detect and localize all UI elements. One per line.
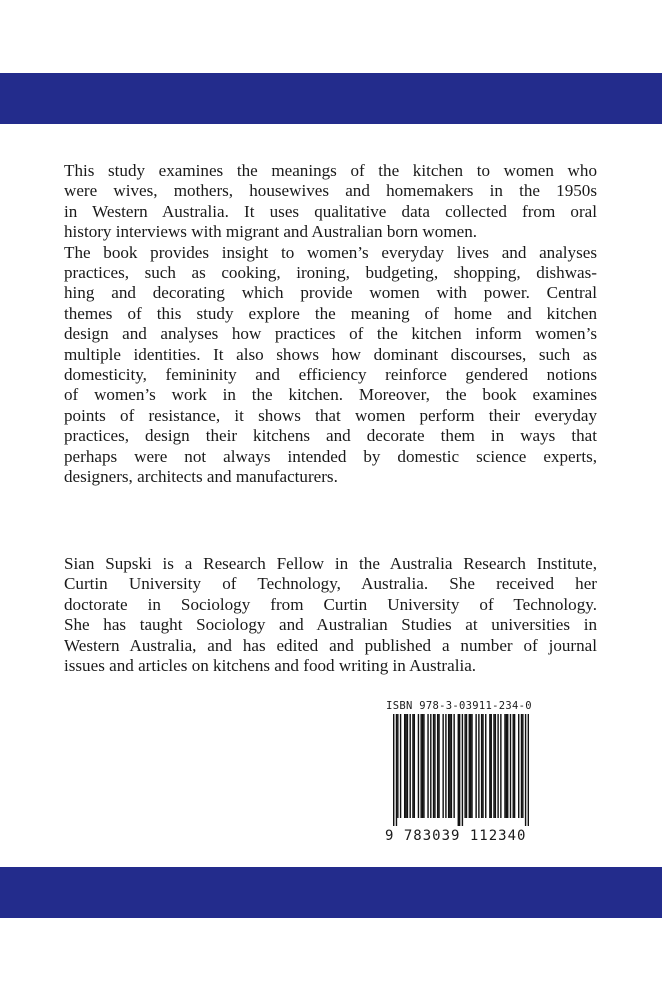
barcode-bar: [491, 714, 492, 818]
barcode-bar: [495, 714, 496, 818]
barcode-bar: [514, 714, 515, 818]
barcode-bar: [485, 714, 486, 818]
blurb-line: perhaps were not always intended by domestic science experts,: [64, 446, 597, 466]
barcode-bar: [466, 714, 467, 818]
barcode-bar: [422, 714, 423, 818]
barcode-bar: [462, 714, 463, 826]
barcode-bar: [471, 714, 472, 818]
blurb-line: of women’s work in the kitchen. Moreover, the book examines: [64, 385, 597, 405]
barcode-bar: [434, 714, 435, 818]
barcode-bar: [404, 714, 405, 818]
blurb-line: domesticity, femininity and efficiency reinforce gendered notions: [64, 365, 597, 385]
blurb-line: design and analyses how practices of the kitchen inform women’s: [64, 324, 597, 344]
barcode-bar: [504, 714, 505, 818]
barcode-bar: [497, 714, 498, 818]
barcode-bar: [528, 714, 529, 826]
blurb-line: The book provides insight to women’s everyday lives and analyses: [64, 242, 597, 262]
barcode-bar: [448, 714, 449, 818]
barcode-bar: [482, 714, 483, 818]
barcode-bar: [451, 714, 452, 818]
barcode-bar: [418, 714, 419, 818]
barcode-bar: [433, 714, 434, 818]
bio-line: doctorate in Sociology from Curtin University of Technology.: [64, 594, 597, 614]
barcode-bar: [464, 714, 465, 818]
blurb-line: designers, architects and manufacturers.: [64, 467, 338, 487]
barcode-bar: [442, 714, 443, 818]
blurb-line: practices, such as cooking, ironing, budgeting, shopping, dishwas-: [64, 263, 597, 283]
barcode-bar: [475, 714, 476, 818]
barcode-bar: [409, 714, 410, 818]
barcode-bar: [445, 714, 446, 818]
barcode-bar: [459, 714, 460, 826]
barcode-bar: [423, 714, 424, 818]
barcode-bar: [470, 714, 471, 818]
barcode-bar: [430, 714, 431, 818]
barcode-bar: [438, 714, 439, 818]
barcode-bar: [521, 714, 522, 818]
bio-line: Western Australia, and has edited and published a number of journal: [64, 635, 597, 655]
barcode-bar: [396, 714, 397, 826]
barcode-bar: [405, 714, 406, 818]
barcode-bar: [522, 714, 523, 818]
blurb-line: themes of this study explore the meaning of home and kitchen: [64, 303, 597, 323]
barcode-bar: [518, 714, 519, 818]
barcode-bar: [493, 714, 494, 818]
barcode-bar: [414, 714, 415, 818]
bio-line: She has taught Sociology and Australian Studies at universities in: [64, 615, 597, 635]
barcode-bar: [506, 714, 507, 818]
bio-line: Sian Supski is a Research Fellow in the Australia Research Institute,: [64, 554, 597, 573]
barcode-bar: [500, 714, 501, 818]
barcode-bar: [407, 714, 408, 818]
blurb-line: practices, design their kitchens and decorate them in ways that: [64, 426, 597, 446]
barcode-bar: [489, 714, 490, 818]
blurb-line: This study examines the meanings of the kitchen to women who: [64, 161, 597, 180]
barcode-bar: [412, 714, 413, 818]
barcode-bar: [478, 714, 479, 818]
top-color-band: [0, 73, 662, 124]
barcode-bar: [525, 714, 526, 826]
blurb-line: points of resistance, it shows that women perform their everyday: [64, 405, 597, 425]
barcode-bar: [453, 714, 454, 818]
blurb-line: multiple identities. It also shows how dominant discourses, such as: [64, 344, 597, 364]
author-bio: [64, 554, 597, 676]
barcode-bar: [469, 714, 470, 818]
barcode-bar: [437, 714, 438, 818]
isbn-label: ISBN 978-3-03911-234-0: [386, 700, 532, 712]
barcode-bar: [397, 714, 398, 818]
barcode-bar: [481, 714, 482, 818]
barcode-bar: [510, 714, 511, 818]
ean-digits: 9 783039 112340: [385, 828, 527, 844]
barcode-bar: [400, 714, 401, 818]
barcode-bar: [420, 714, 421, 818]
blurb-line: were wives, mothers, housewives and homemakers in the 1950s: [64, 181, 597, 201]
blurb-line: history interviews with migrant and Australian born women.: [64, 222, 478, 242]
barcode-bar: [393, 714, 394, 826]
barcode-icon: [393, 714, 529, 826]
barcode-bar: [507, 714, 508, 818]
barcode-bar: [427, 714, 428, 818]
barcode-bar: [458, 714, 459, 826]
barcode-bar: [449, 714, 450, 818]
blurb-line: hing and decorating which provide women with power. Central: [64, 283, 597, 303]
bio-line: Curtin University of Technology, Australia. She received her: [64, 574, 597, 594]
barcode-bar: [513, 714, 514, 818]
bottom-color-band: [0, 867, 662, 918]
blurb-line: in Western Australia. It uses qualitative data collected from oral: [64, 201, 597, 221]
book-blurb: [64, 161, 597, 488]
isbn-barcode: [385, 700, 533, 846]
bio-line: issues and articles on kitchens and food writing in Australia.: [64, 656, 477, 676]
